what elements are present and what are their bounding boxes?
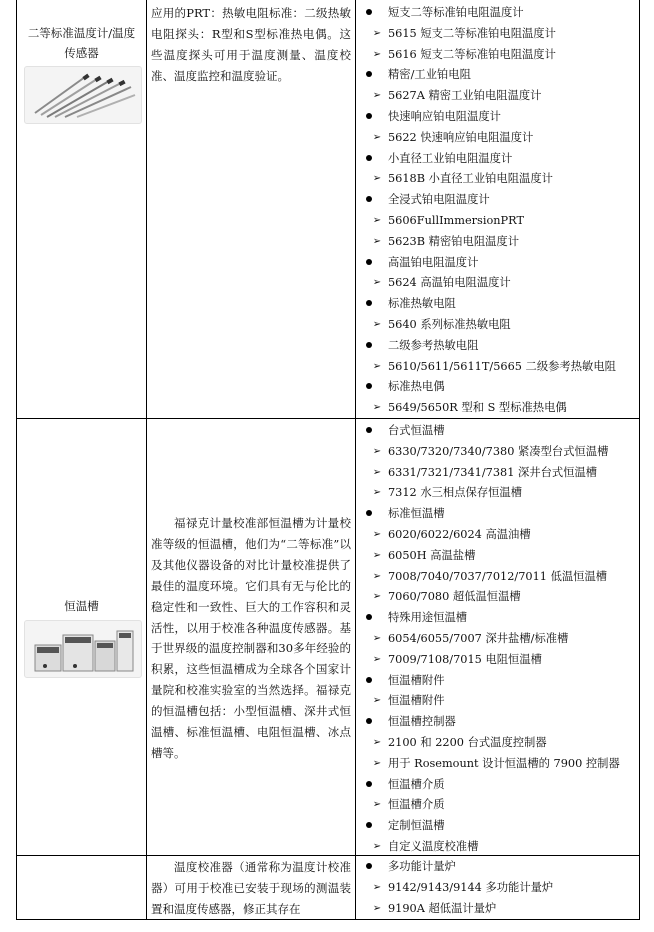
item-label: 恒温槽附件 bbox=[388, 673, 445, 687]
bullet-dot bbox=[366, 155, 372, 161]
arrow-icon: ➢ bbox=[372, 27, 382, 39]
item-label: 定制恒温槽 bbox=[388, 819, 445, 833]
item-label: 5615 短支二等标准铂电阻温度计 bbox=[388, 26, 556, 40]
item-label: 短支二等标准铂电阻温度计 bbox=[388, 6, 524, 19]
item-label: 6020/6022/6024 高温油槽 bbox=[388, 527, 531, 541]
item-label: 精密/工业铂电阻 bbox=[388, 68, 471, 82]
bullet-icon bbox=[362, 712, 376, 733]
arrow-icon: ➢ bbox=[372, 48, 382, 60]
baths-photo bbox=[24, 620, 142, 678]
product-item bbox=[356, 650, 638, 671]
arrow-icon: ➢ bbox=[372, 173, 382, 185]
arrow-icon: ➢ bbox=[372, 736, 382, 748]
bullet-dot bbox=[366, 9, 372, 15]
arrow-icon: ➢ bbox=[372, 277, 382, 289]
bullet-icon bbox=[362, 107, 376, 128]
probes-photo bbox=[24, 66, 142, 124]
calibration-baths-icon bbox=[25, 621, 141, 677]
bullet-icon bbox=[362, 190, 376, 211]
temperature-probes-icon bbox=[25, 67, 141, 123]
item-label: 二级参考热敏电阻 bbox=[388, 338, 479, 352]
product-item bbox=[356, 232, 638, 253]
category-item bbox=[356, 253, 638, 274]
bullet-dot bbox=[366, 342, 372, 348]
category-item bbox=[356, 857, 638, 878]
bullet-icon bbox=[362, 608, 376, 629]
item-label: 7009/7108/7015 电阻恒温槽 bbox=[388, 652, 542, 666]
bullet-icon bbox=[362, 377, 376, 398]
category-item bbox=[356, 712, 638, 733]
item-label: 5624 高温铂电阻温度计 bbox=[388, 276, 511, 290]
row-description-sensors: 应用的PRT：热敏电阻标准：二级热敏电阻探头：R型和S型标准热电偶。这些温度探头可用于温度测量、温度校准、温度监控和温度验证。 bbox=[151, 6, 351, 83]
arrow-icon: ➢ bbox=[372, 235, 382, 247]
category-item bbox=[356, 294, 638, 315]
product-item bbox=[356, 45, 638, 66]
product-item bbox=[356, 211, 638, 232]
product-item bbox=[356, 273, 638, 294]
bullet-dot bbox=[366, 196, 372, 202]
product-list-baths bbox=[356, 421, 638, 858]
arrow-icon: ➢ bbox=[372, 487, 382, 499]
product-item bbox=[356, 629, 638, 650]
product-item bbox=[356, 899, 638, 920]
bullet-icon bbox=[362, 253, 376, 274]
arrow-icon: ➢ bbox=[372, 757, 382, 769]
product-item bbox=[356, 837, 638, 858]
arrow-icon: ➢ bbox=[372, 881, 382, 893]
row-description-baths: 福禄克计量校准部恒温槽为计量校准等级的恒温槽，他们为“二等标准”以及其他仪器设备的对比计量校准提供了最佳的温度环境。它们具有无与伦比的稳定性和一致性、巨大的工作容积和灵活性，以用于校准各种温度传感器。基于世界级的温度控制器和30多年经验的积累，这些恒温槽成为全球各个国家计量院和校准实验室的当然选择。福禄克的恒温槽包括：小型恒温槽、深井式恒温槽、标准恒温槽、电阻恒温槽、冰点槽等。 bbox=[151, 516, 351, 760]
arrow-icon: ➢ bbox=[372, 360, 382, 372]
item-label: 自定义温度校准槽 bbox=[388, 839, 479, 853]
arrow-icon: ➢ bbox=[372, 653, 382, 665]
item-label: 5606FullImmersionPRT bbox=[388, 213, 524, 227]
bullet-dot bbox=[366, 427, 372, 433]
bullet-dot bbox=[366, 113, 372, 119]
product-table bbox=[16, 0, 640, 920]
item-label: 恒温槽介质 bbox=[388, 798, 445, 812]
category-item bbox=[356, 671, 638, 692]
bullet-icon bbox=[362, 3, 376, 24]
item-label: 7008/7040/7037/7012/7011 低温恒温槽 bbox=[388, 569, 608, 583]
item-label: 7312 水三相点保存恒温槽 bbox=[388, 486, 523, 500]
item-label: 2100 和 2200 台式温度控制器 bbox=[388, 735, 547, 749]
row-name-baths: 恒温槽 bbox=[64, 599, 99, 613]
item-label: 7060/7080 超低温恒温槽 bbox=[388, 590, 521, 604]
arrow-icon: ➢ bbox=[372, 214, 382, 226]
product-item bbox=[356, 24, 638, 45]
item-label: 5649/5650R 型和 S 型标准热电偶 bbox=[388, 401, 567, 415]
item-label: 9142/9143/9144 多功能计量炉 bbox=[388, 880, 554, 894]
product-item bbox=[356, 878, 638, 899]
bullet-icon bbox=[362, 294, 376, 315]
product-list-sensors bbox=[356, 3, 638, 419]
bullet-dot bbox=[366, 781, 372, 787]
item-label: 5623B 精密铂电阻温度计 bbox=[388, 234, 520, 248]
bullet-dot bbox=[366, 614, 372, 620]
product-item bbox=[356, 315, 638, 336]
product-item bbox=[356, 733, 638, 754]
item-label: 9190A 超低温计量炉 bbox=[388, 901, 497, 915]
column-divider bbox=[146, 0, 147, 919]
category-item bbox=[356, 107, 638, 128]
arrow-icon: ➢ bbox=[372, 445, 382, 457]
product-item bbox=[356, 128, 638, 149]
product-item bbox=[356, 754, 638, 775]
bullet-dot bbox=[366, 71, 372, 77]
product-item bbox=[356, 86, 638, 107]
product-item bbox=[356, 463, 638, 484]
arrow-icon: ➢ bbox=[372, 695, 382, 707]
bullet-dot bbox=[366, 718, 372, 724]
item-label: 快速响应铂电阻温度计 bbox=[388, 109, 501, 123]
arrow-icon: ➢ bbox=[372, 318, 382, 330]
item-label: 恒温槽控制器 bbox=[388, 715, 456, 729]
item-label: 全浸式铂电阻温度计 bbox=[388, 193, 490, 207]
item-label: 小直径工业铂电阻温度计 bbox=[388, 151, 513, 165]
arrow-icon: ➢ bbox=[372, 840, 382, 852]
item-label: 恒温槽介质 bbox=[388, 777, 445, 791]
product-item bbox=[356, 357, 638, 378]
arrow-icon: ➢ bbox=[372, 632, 382, 644]
item-label: 6050H 高温盐槽 bbox=[388, 548, 476, 562]
item-label: 5616 短支二等标准铂电阻温度计 bbox=[388, 47, 556, 61]
item-label: 6330/7320/7340/7380 紧凑型台式恒温槽 bbox=[388, 444, 609, 458]
arrow-icon: ➢ bbox=[372, 131, 382, 143]
bullet-icon bbox=[362, 671, 376, 692]
product-list-calibrators bbox=[356, 857, 638, 919]
arrow-icon: ➢ bbox=[372, 528, 382, 540]
item-label: 用于 Rosemount 设计恒温槽的 7900 控制器 bbox=[388, 756, 620, 770]
product-item bbox=[356, 587, 638, 608]
bullet-dot bbox=[366, 510, 372, 516]
category-item bbox=[356, 190, 638, 211]
item-label: 标准热敏电阻 bbox=[388, 297, 456, 311]
item-label: 多功能计量炉 bbox=[388, 860, 456, 873]
bullet-icon bbox=[362, 775, 376, 796]
product-item bbox=[356, 546, 638, 567]
category-item bbox=[356, 816, 638, 837]
bullet-dot bbox=[366, 259, 372, 265]
product-item bbox=[356, 691, 638, 712]
product-item bbox=[356, 483, 638, 504]
item-label: 5627A 精密工业铂电阻温度计 bbox=[388, 89, 542, 103]
bullet-dot bbox=[366, 863, 372, 869]
item-label: 5610/5611/5611T/5665 二级参考热敏电阻 bbox=[388, 359, 616, 373]
arrow-icon: ➢ bbox=[372, 549, 382, 561]
row-description-calibrators: 温度校准器（通常称为温度计校准器）可用于校准已安装于现场的测温装置和温度传感器，修正其存在 bbox=[151, 860, 351, 916]
bullet-icon bbox=[362, 65, 376, 86]
arrow-icon: ➢ bbox=[372, 402, 382, 414]
category-item bbox=[356, 504, 638, 525]
category-item bbox=[356, 3, 638, 24]
category-item bbox=[356, 608, 638, 629]
item-label: 高温铂电阻温度计 bbox=[388, 255, 479, 269]
product-item bbox=[356, 442, 638, 463]
arrow-icon: ➢ bbox=[372, 591, 382, 603]
item-label: 6331/7321/7341/7381 深井台式恒温槽 bbox=[388, 465, 598, 479]
category-item bbox=[356, 421, 638, 442]
item-label: 6054/6055/7007 深井盐槽/标准槽 bbox=[388, 631, 569, 645]
product-item bbox=[356, 525, 638, 546]
bullet-dot bbox=[366, 677, 372, 683]
arrow-icon: ➢ bbox=[372, 466, 382, 478]
item-label: 恒温槽附件 bbox=[388, 694, 445, 708]
category-item bbox=[356, 775, 638, 796]
item-label: 5640 系列标准热敏电阻 bbox=[388, 317, 511, 331]
bullet-dot bbox=[366, 300, 372, 306]
bullet-icon bbox=[362, 336, 376, 357]
category-item bbox=[356, 65, 638, 86]
item-label: 台式恒温槽 bbox=[388, 424, 445, 437]
arrow-icon: ➢ bbox=[372, 570, 382, 582]
row-name-sensors: 二等标准温度计/温度传感器 bbox=[27, 26, 136, 60]
bullet-icon bbox=[362, 421, 376, 442]
bullet-icon bbox=[362, 149, 376, 170]
product-item bbox=[356, 795, 638, 816]
bullet-icon bbox=[362, 857, 376, 878]
category-item bbox=[356, 377, 638, 398]
arrow-icon: ➢ bbox=[372, 799, 382, 811]
item-label: 5618B 小直径工业铂电阻温度计 bbox=[388, 172, 553, 186]
item-label: 特殊用途恒温槽 bbox=[388, 611, 468, 625]
item-label: 5622 快速响应铂电阻温度计 bbox=[388, 130, 534, 144]
item-label: 标准恒温槽 bbox=[388, 507, 445, 521]
bullet-dot bbox=[366, 822, 372, 828]
category-item bbox=[356, 149, 638, 170]
category-item bbox=[356, 336, 638, 357]
product-item bbox=[356, 169, 638, 190]
product-item bbox=[356, 567, 638, 588]
arrow-icon: ➢ bbox=[372, 902, 382, 914]
product-item bbox=[356, 398, 638, 419]
item-label: 标准热电偶 bbox=[388, 380, 445, 394]
arrow-icon: ➢ bbox=[372, 90, 382, 102]
bullet-dot bbox=[366, 383, 372, 389]
bullet-icon bbox=[362, 816, 376, 837]
bullet-icon bbox=[362, 504, 376, 525]
